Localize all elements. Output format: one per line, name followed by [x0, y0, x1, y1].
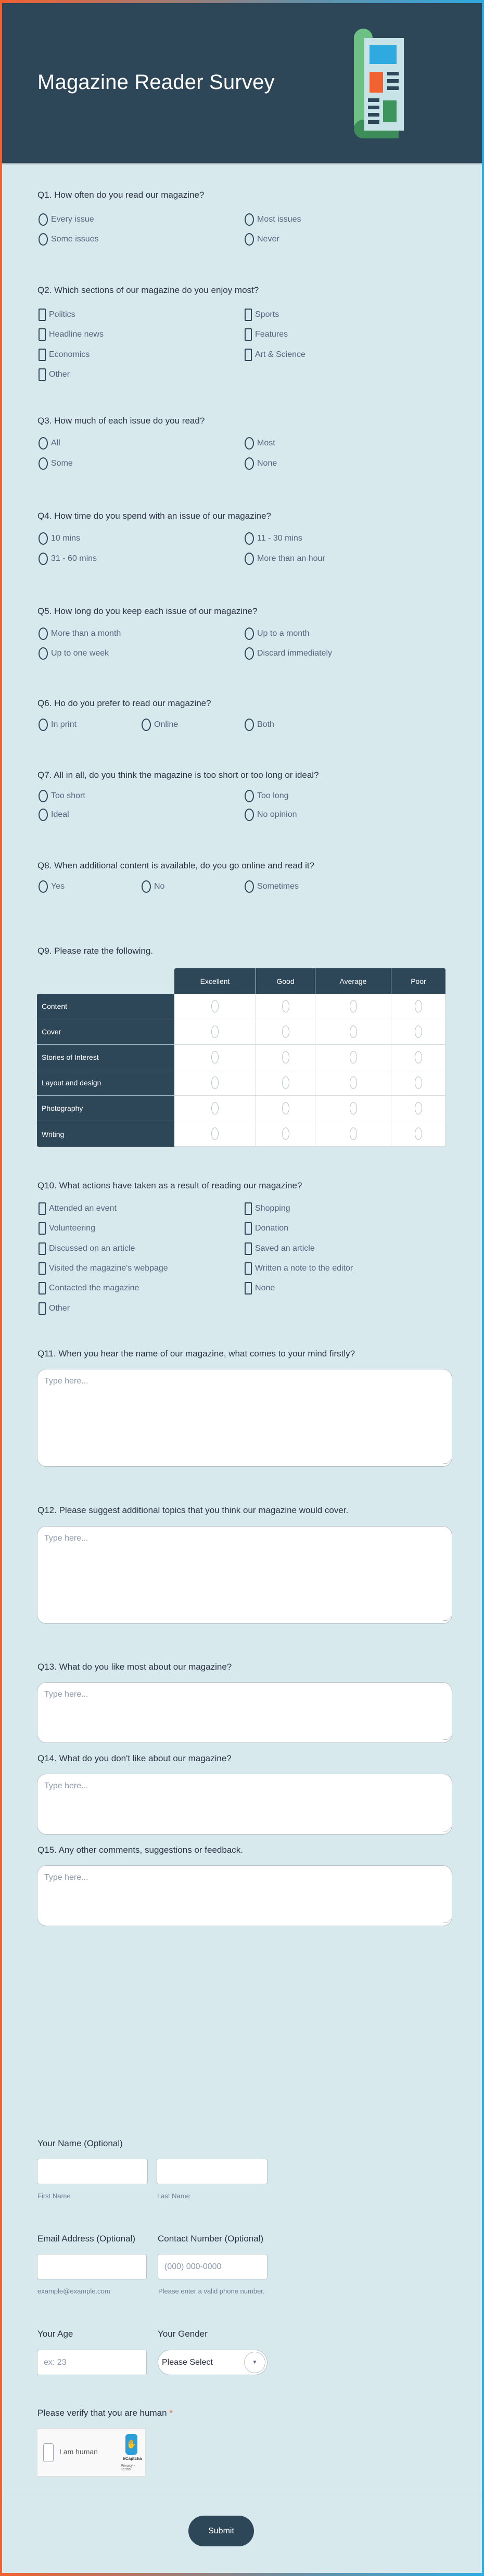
radio-icon [39, 437, 48, 450]
checkbox-icon [39, 1242, 46, 1255]
matrix-row-layout: Layout and design [37, 1070, 174, 1096]
radio-icon [39, 790, 48, 802]
radio-icon[interactable] [415, 1000, 422, 1013]
radio-icon [245, 627, 254, 640]
q2-option-features[interactable]: Features [245, 328, 288, 341]
q10-option-none[interactable]: None [245, 1282, 275, 1295]
matrix-cell[interactable] [391, 994, 445, 1019]
matrix-cell[interactable] [256, 994, 315, 1019]
q1-label: Q1. How often do you read our magazine? [37, 190, 205, 200]
captcha-privacy-terms-link[interactable]: Privacy - Terms [121, 2464, 135, 2471]
matrix-row-stories: Stories of Interest [37, 1045, 174, 1070]
q4-option-11-30-mins[interactable]: 11 - 30 mins [245, 532, 302, 545]
radio-icon [245, 880, 254, 893]
captcha-label: Please verify that you are human * [37, 2408, 173, 2418]
q5-option-more-than-month[interactable]: More than a month [39, 627, 121, 640]
checkbox-icon [39, 309, 46, 321]
matrix-cell[interactable] [256, 1045, 315, 1070]
q11-label: Q11. When you hear the name of our magazine, what comes to your mind firstly? [37, 1349, 355, 1359]
resize-handle-icon[interactable] [443, 1827, 451, 1831]
matrix-cell[interactable] [256, 1019, 315, 1045]
q10-option-saved-article[interactable]: Saved an article [245, 1242, 315, 1255]
email-sublabel: example@example.com [37, 2287, 110, 2295]
radio-icon[interactable] [211, 1026, 219, 1038]
q4-label: Q4. How time do you spend with an issue of our magazine? [37, 511, 271, 521]
q2-option-sports[interactable]: Sports [245, 309, 279, 321]
radio-icon[interactable] [282, 1102, 289, 1114]
q8-option-no[interactable]: No [142, 880, 164, 893]
matrix-column-excellent: Excellent [174, 968, 256, 994]
q7-label: Q7. All in all, do you think the magazine is too short or too long or ideal? [37, 770, 319, 780]
bottom-gradient-border [0, 2573, 484, 2576]
radio-icon [39, 457, 48, 470]
radio-icon[interactable] [282, 1076, 289, 1089]
q13-label: Q13. What do you like most about our magazine? [37, 1662, 232, 1672]
phone-label: Contact Number (Optional) [158, 2234, 264, 2244]
radio-icon[interactable] [282, 1026, 289, 1038]
radio-icon[interactable] [350, 1026, 357, 1038]
q5-label: Q5. How long do you keep each issue of our magazine? [37, 606, 258, 616]
phone-sublabel: Please enter a valid phone number. [158, 2287, 265, 2295]
captcha-text: I am human [59, 2447, 98, 2456]
rating-matrix [37, 968, 445, 1149]
radio-icon[interactable] [211, 1127, 219, 1140]
matrix-row-cover: Cover [37, 1019, 174, 1045]
q6-option-online[interactable]: Online [142, 719, 178, 731]
radio-icon[interactable] [282, 1051, 289, 1063]
age-input[interactable]: ex: 23 [37, 2350, 147, 2375]
left-orange-border [0, 0, 2, 2576]
resize-handle-icon[interactable] [443, 1617, 451, 1621]
checkbox-icon [39, 1262, 46, 1275]
q7-option-ideal[interactable]: Ideal [39, 809, 69, 821]
q14-label: Q14. What do you don't like about our magazine? [37, 1753, 232, 1763]
q10-option-other[interactable]: Other [39, 1302, 70, 1315]
matrix-cell[interactable] [391, 1019, 445, 1045]
q10-option-shopping[interactable]: Shopping [245, 1202, 290, 1215]
radio-icon [142, 880, 151, 893]
matrix-cell[interactable] [174, 1070, 256, 1096]
q4-option-more-than-hour[interactable]: More than an hour [245, 553, 325, 565]
q10-option-volunteering[interactable]: Volunteering [39, 1222, 95, 1235]
matrix-cell[interactable] [315, 1121, 391, 1147]
radio-icon [39, 213, 48, 226]
q2-option-art-science[interactable]: Art & Science [245, 349, 305, 361]
gender-select[interactable]: Please Select ▼ [158, 2350, 268, 2375]
radio-icon[interactable] [415, 1026, 422, 1038]
phone-input[interactable]: (000) 000-0000 [158, 2254, 268, 2279]
radio-icon[interactable] [415, 1076, 422, 1089]
radio-icon[interactable] [282, 1127, 289, 1140]
last-name-sublabel: Last Name [157, 2192, 190, 2200]
q10-option-contacted[interactable]: Contacted the magazine [39, 1282, 139, 1295]
q7-option-too-long[interactable]: Too long [245, 790, 289, 802]
checkbox-icon [245, 1282, 252, 1295]
q1-option-most-issues[interactable]: Most issues [245, 213, 301, 226]
submit-button[interactable]: Submit [188, 2516, 254, 2546]
radio-icon [245, 457, 254, 470]
q7-option-too-short[interactable]: Too short [39, 790, 85, 802]
checkbox-icon [39, 349, 46, 361]
checkbox-icon [245, 1202, 252, 1215]
radio-icon[interactable] [211, 1102, 219, 1114]
q4-option-31-60-mins[interactable]: 31 - 60 mins [39, 553, 97, 565]
email-label: Email Address (Optional) [37, 2234, 136, 2244]
q10-option-visited-webpage[interactable]: Visited the magazine's webpage [39, 1262, 168, 1275]
form-header [2, 3, 482, 164]
q6-option-in-print[interactable]: In print [39, 719, 77, 731]
matrix-cell[interactable] [256, 1070, 315, 1096]
checkbox-icon [245, 309, 252, 321]
checkbox-icon [39, 328, 46, 341]
email-input[interactable] [37, 2254, 147, 2279]
radio-icon [245, 437, 254, 450]
radio-icon [245, 233, 254, 246]
matrix-cell[interactable] [391, 1096, 445, 1121]
q6-option-both[interactable]: Both [245, 719, 274, 731]
radio-icon [245, 532, 254, 545]
chevron-down-icon[interactable]: ▼ [244, 2352, 265, 2373]
q5-option-up-to-week[interactable]: Up to one week [39, 647, 109, 660]
matrix-cell[interactable] [174, 1019, 256, 1045]
gender-label: Your Gender [158, 2329, 208, 2339]
q3-option-some[interactable]: Some [39, 457, 73, 470]
matrix-cell[interactable] [391, 1121, 445, 1147]
checkbox-icon [245, 328, 252, 341]
checkbox-icon [245, 349, 252, 361]
radio-icon [245, 719, 254, 731]
matrix-cell[interactable] [174, 994, 256, 1019]
matrix-cell[interactable] [315, 1045, 391, 1070]
magazine-icon [354, 29, 404, 139]
radio-icon [39, 233, 48, 246]
q15-textarea[interactable]: Type here... [37, 1865, 452, 1926]
matrix-cell[interactable] [315, 1070, 391, 1096]
q8-option-sometimes[interactable]: Sometimes [245, 880, 299, 893]
checkbox-icon [39, 1302, 46, 1315]
q5-option-up-to-month[interactable]: Up to a month [245, 627, 310, 640]
q1-option-some-issues[interactable]: Some issues [39, 233, 99, 246]
matrix-cell[interactable] [391, 1045, 445, 1070]
q3-option-all[interactable]: All [39, 437, 60, 450]
q9-label: Q9. Please rate the following. [37, 946, 154, 956]
radio-icon [245, 809, 254, 821]
q3-label: Q3. How much of each issue do you read? [37, 416, 205, 426]
matrix-cell[interactable] [315, 1096, 391, 1121]
last-name-input[interactable] [157, 2159, 268, 2184]
radio-icon[interactable] [350, 1000, 357, 1013]
q12-textarea[interactable]: Type here... [37, 1526, 452, 1624]
q10-option-wrote-editor[interactable]: Written a note to the editor [245, 1262, 353, 1275]
radio-icon[interactable] [415, 1127, 422, 1140]
radio-icon [245, 553, 254, 565]
checkbox-icon [39, 1222, 46, 1235]
q5-option-discard[interactable]: Discard immediately [245, 647, 332, 660]
matrix-cell[interactable] [174, 1121, 256, 1147]
first-name-sublabel: First Name [37, 2192, 71, 2200]
matrix-row-photography: Photography [37, 1096, 174, 1121]
radio-icon[interactable] [211, 1076, 219, 1089]
matrix-cell[interactable] [315, 1019, 391, 1045]
checkbox-icon [39, 1202, 46, 1215]
q1-option-every-issue[interactable]: Every issue [39, 213, 94, 226]
radio-icon[interactable] [211, 1000, 219, 1013]
q12-label: Q12. Please suggest additional topics that you think our magazine would cover. [37, 1505, 349, 1515]
matrix-column-average: Average [315, 968, 391, 994]
radio-icon [39, 719, 48, 731]
q3-option-none[interactable]: None [245, 457, 277, 470]
q2-option-economics[interactable]: Economics [39, 349, 90, 361]
radio-icon[interactable] [211, 1051, 219, 1063]
resize-handle-icon[interactable] [443, 1736, 451, 1740]
radio-icon[interactable] [350, 1102, 357, 1114]
radio-icon[interactable] [350, 1051, 357, 1063]
matrix-cell[interactable] [391, 1070, 445, 1096]
name-label: Your Name (Optional) [37, 2138, 123, 2148]
matrix-row-writing: Writing [37, 1121, 174, 1147]
age-label: Your Age [37, 2329, 73, 2339]
q2-option-other[interactable]: Other [39, 368, 70, 381]
radio-icon [245, 213, 254, 226]
q6-label: Q6. Ho do you prefer to read our magazine? [37, 698, 211, 708]
page-title: Magazine Reader Survey [37, 71, 275, 94]
checkbox-icon [39, 368, 46, 381]
radio-icon[interactable] [350, 1127, 357, 1140]
q2-option-headline-news[interactable]: Headline news [39, 328, 104, 341]
hcaptcha-widget [37, 2428, 146, 2477]
resize-handle-icon[interactable] [443, 1459, 451, 1464]
q10-option-attended-event[interactable]: Attended an event [39, 1202, 117, 1215]
radio-icon [39, 647, 48, 660]
q8-option-yes[interactable]: Yes [39, 880, 65, 893]
q10-option-discussed-article[interactable]: Discussed on an article [39, 1242, 135, 1255]
q11-textarea[interactable]: Type here... [37, 1369, 452, 1467]
q3-option-most[interactable]: Most [245, 437, 275, 450]
radio-icon[interactable] [415, 1102, 422, 1114]
matrix-column-poor: Poor [391, 968, 445, 994]
resize-handle-icon[interactable] [443, 1919, 451, 1923]
q1-option-never[interactable]: Never [245, 233, 279, 246]
captcha-brand: hCaptcha [123, 2456, 142, 2461]
radio-icon[interactable] [282, 1000, 289, 1013]
captcha-checkbox[interactable] [43, 2443, 54, 2462]
q13-textarea[interactable]: Type here... [37, 1682, 452, 1743]
radio-icon [245, 790, 254, 802]
q8-label: Q8. When additional content is available, do you go online and read it? [37, 861, 315, 870]
q4-option-10-mins[interactable]: 10 mins [39, 532, 80, 545]
right-blue-border [482, 0, 484, 2576]
hcaptcha-hand-icon: ✋ [125, 2434, 137, 2455]
radio-icon [39, 532, 48, 545]
radio-icon[interactable] [415, 1051, 422, 1063]
checkbox-icon [39, 1282, 46, 1295]
matrix-cell[interactable] [256, 1096, 315, 1121]
radio-icon [39, 627, 48, 640]
radio-icon [39, 880, 48, 893]
q2-label: Q2. Which sections of our magazine do you enjoy most? [37, 285, 259, 295]
radio-icon [39, 553, 48, 565]
matrix-row-content: Content [37, 994, 174, 1019]
matrix-cell[interactable] [174, 1045, 256, 1070]
checkbox-icon [245, 1262, 252, 1275]
first-name-input[interactable] [37, 2159, 148, 2184]
q10-option-donation[interactable]: Donation [245, 1222, 288, 1235]
checkbox-icon [245, 1222, 252, 1235]
radio-icon [142, 719, 151, 731]
q15-label: Q15. Any other comments, suggestions or feedback. [37, 1845, 243, 1855]
radio-icon [245, 647, 254, 660]
matrix-column-good: Good [256, 968, 315, 994]
q2-option-politics[interactable]: Politics [39, 309, 75, 321]
matrix-cell[interactable] [256, 1121, 315, 1147]
q10-label: Q10. What actions have taken as a result of reading our magazine? [37, 1181, 302, 1190]
radio-icon [39, 809, 48, 821]
radio-icon[interactable] [350, 1076, 357, 1089]
required-asterisk: * [169, 2408, 173, 2418]
checkbox-icon [245, 1242, 252, 1255]
matrix-cell[interactable] [174, 1096, 256, 1121]
matrix-cell[interactable] [315, 994, 391, 1019]
q7-option-no-opinion[interactable]: No opinion [245, 809, 297, 821]
q14-textarea[interactable]: Type here... [37, 1774, 452, 1835]
